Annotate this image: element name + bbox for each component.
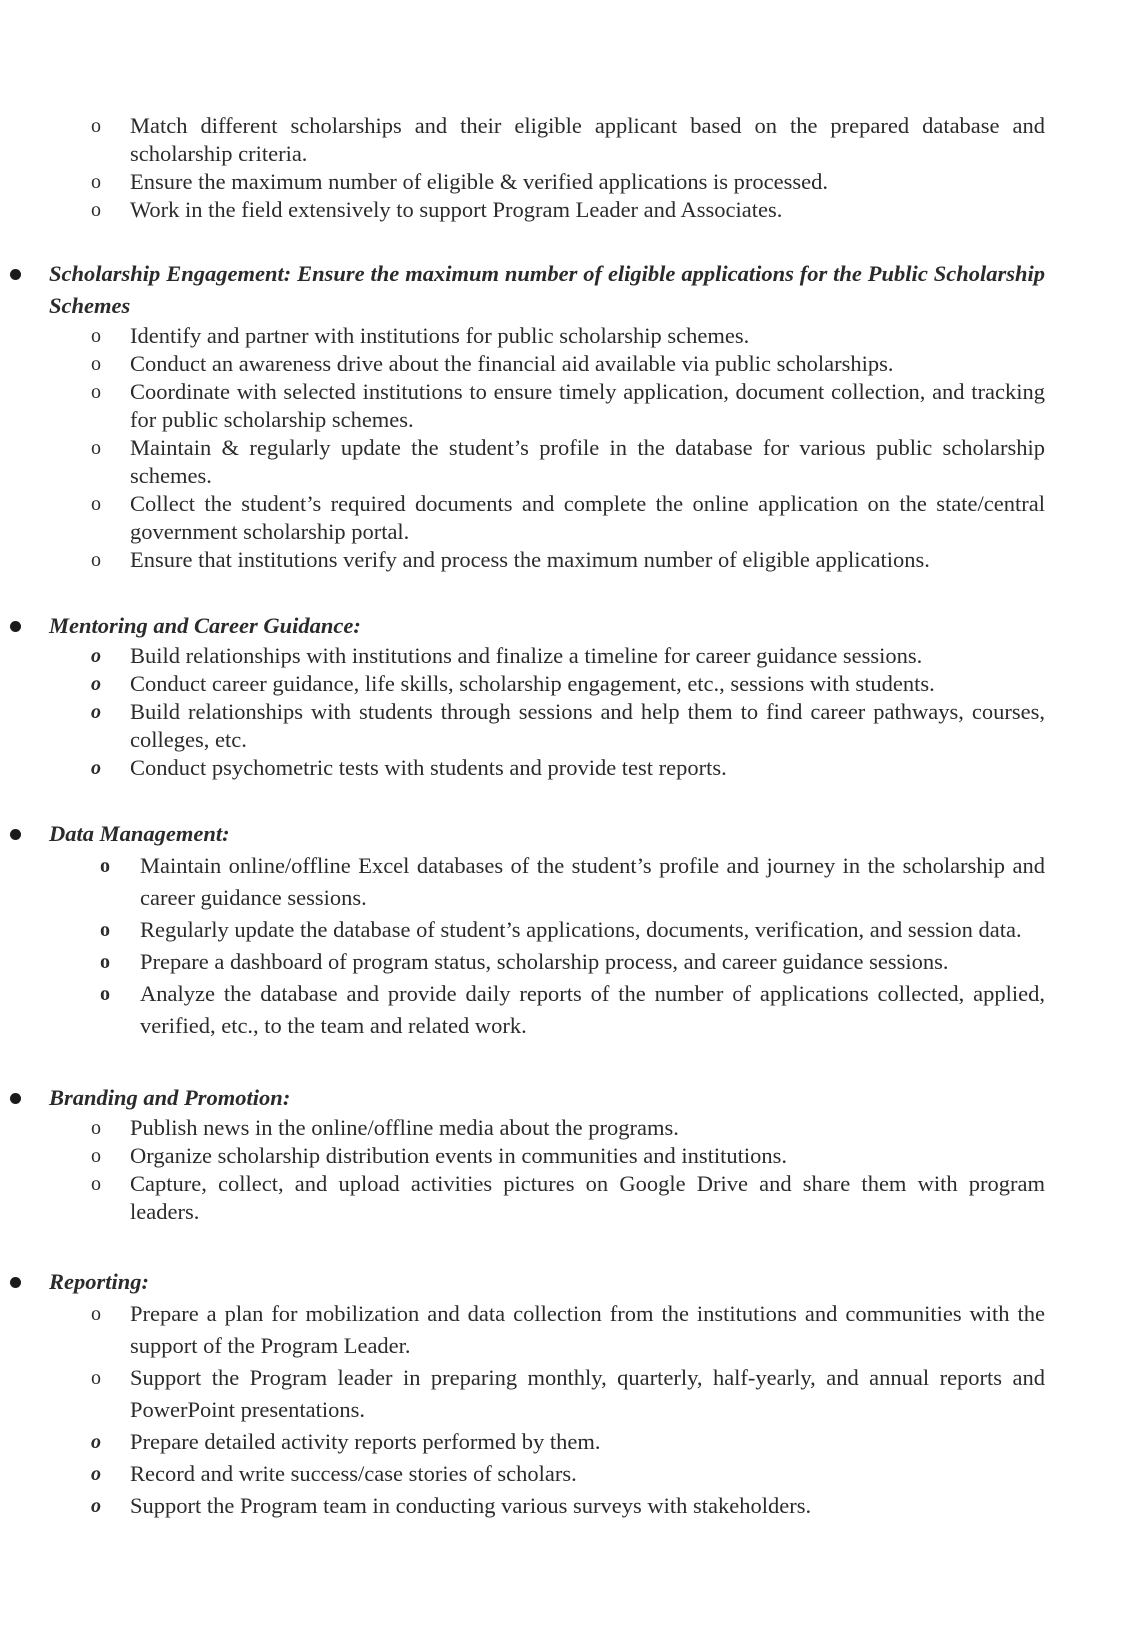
list-item: [91, 1142, 1045, 1170]
sub-bullet-marker: o: [91, 673, 101, 695]
list-item-text: Ensure the maximum number of eligible & verified applications is processed.: [130, 169, 828, 194]
list-item: [91, 1458, 1045, 1490]
list-item-text: Capture, collect, and upload activities pictures on Google Drive and share them with program leaders.: [130, 1171, 1045, 1224]
sub-bullet-marker: o: [91, 199, 101, 221]
list-item: [91, 546, 1045, 574]
list-item: [91, 350, 1045, 378]
sub-bullet-marker: o: [91, 493, 101, 515]
sub-bullet-marker: o: [91, 1431, 101, 1453]
sub-bullet-marker: o: [91, 437, 101, 459]
sub-bullet-marker: o: [100, 855, 110, 877]
list-item-text: Conduct career guidance, life skills, scholarship engagement, etc., sessions with students.: [130, 671, 935, 696]
section-list: [0, 642, 1132, 782]
section-bullet-dot: [10, 1277, 21, 1288]
list-item: [91, 168, 1045, 196]
list-item-text: Maintain online/offline Excel databases of the student’s profile and journey in the scholarship and career guidance sessions.: [140, 853, 1045, 910]
sub-bullet-marker: o: [91, 1173, 101, 1195]
list-item: [91, 322, 1045, 350]
list-item: [91, 1114, 1045, 1142]
document-body: [0, 112, 1132, 1522]
list-item-text: Support the Program team in conducting various surveys with stakeholders.: [130, 1493, 812, 1518]
intro-list: [0, 112, 1132, 224]
list-item: [100, 946, 1045, 978]
section-heading: Branding and Promotion:: [49, 1085, 291, 1110]
list-item: [91, 196, 1045, 224]
sub-bullet-marker: o: [100, 919, 110, 941]
sub-bullet-marker: o: [91, 757, 101, 779]
list-item-text: Match different scholarships and their eligible applicant based on the prepared database and scholarship criteria.: [130, 113, 1045, 166]
section-bullet-dot: [10, 829, 21, 840]
sub-bullet-marker: o: [91, 325, 101, 347]
list-item-text: Support the Program leader in preparing monthly, quarterly, half-yearly, and annual reports and PowerPoint presentations.: [130, 1365, 1045, 1422]
list-item-text: Build relationships with students through sessions and help them to find career pathways, courses, colleges, etc.: [130, 699, 1045, 752]
section-bullet-dot: [10, 621, 21, 632]
list-item-text: Identify and partner with institutions for public scholarship schemes.: [130, 323, 750, 348]
list-item: [91, 1490, 1045, 1522]
list-item-text: Conduct an awareness drive about the financial aid available via public scholarships.: [130, 351, 894, 376]
list-item: [91, 1170, 1045, 1226]
list-item: [91, 754, 1045, 782]
section-scholarship-engagement: [0, 258, 1132, 574]
sub-bullet-marker: o: [91, 1463, 101, 1485]
list-item-text: Maintain & regularly update the student’s profile in the database for various public scholarship schemes.: [130, 435, 1045, 488]
sub-bullet-marker: o: [91, 1367, 101, 1389]
list-item-text: Analyze the database and provide daily reports of the number of applications collected, applied, verified, etc., to the team and related work.: [140, 981, 1045, 1038]
section-reporting: [0, 1266, 1132, 1522]
sub-bullet-marker: o: [91, 1303, 101, 1325]
sub-bullet-marker: o: [91, 353, 101, 375]
list-item-text: Ensure that institutions verify and process the maximum number of eligible applications.: [130, 547, 930, 572]
section-bullet-dot: [10, 269, 21, 280]
list-item-text: Organize scholarship distribution events in communities and institutions.: [130, 1143, 788, 1168]
sub-bullet-marker: o: [91, 701, 101, 723]
list-item: [91, 698, 1045, 754]
section-data-management: [0, 818, 1132, 1042]
section-list: [0, 322, 1132, 574]
list-item-text: Coordinate with selected institutions to ensure timely application, document collection, and tracking for public scholarship schemes.: [130, 379, 1045, 432]
sub-bullet-marker: o: [100, 983, 110, 1005]
sub-bullet-marker: o: [91, 115, 101, 137]
list-item: [91, 1426, 1045, 1458]
sub-bullet-marker: o: [100, 951, 110, 973]
list-item: [91, 112, 1045, 168]
list-item-text: Prepare a dashboard of program status, scholarship process, and career guidance sessions.: [140, 949, 949, 974]
section-heading: Mentoring and Career Guidance:: [49, 613, 361, 638]
section-heading: Reporting:: [49, 1269, 150, 1294]
section-list: [0, 850, 1132, 1042]
list-item: [91, 490, 1045, 546]
list-item: [91, 378, 1045, 434]
list-item: [100, 850, 1045, 914]
section-branding-promotion: [0, 1082, 1132, 1226]
list-item: [91, 642, 1045, 670]
list-item-text: Prepare detailed activity reports performed by them.: [130, 1429, 601, 1454]
sub-bullet-marker: o: [91, 171, 101, 193]
sub-bullet-marker: o: [91, 1117, 101, 1139]
section-list: [0, 1298, 1132, 1522]
list-item-text: Record and write success/case stories of scholars.: [130, 1461, 577, 1486]
list-item-text: Collect the student’s required documents and complete the online application on the state/central government scholarship portal.: [130, 491, 1045, 544]
list-item-text: Work in the field extensively to support Program Leader and Associates.: [130, 197, 783, 222]
list-item: [91, 1298, 1045, 1362]
sub-bullet-marker: o: [91, 1145, 101, 1167]
section-mentoring-career-guidance: [0, 610, 1132, 782]
list-item-text: Conduct psychometric tests with students and provide test reports.: [130, 755, 727, 780]
list-item: [91, 1362, 1045, 1426]
list-item-text: Regularly update the database of student’s applications, documents, verification, and session data.: [140, 917, 1022, 942]
section-heading: Data Management:: [49, 821, 230, 846]
section-list: [0, 1114, 1132, 1226]
sub-bullet-marker: o: [91, 645, 101, 667]
list-item: [100, 978, 1045, 1042]
sub-bullet-marker: o: [91, 381, 101, 403]
section-bullet-dot: [10, 1093, 21, 1104]
list-item: [91, 670, 1045, 698]
sub-bullet-marker: o: [91, 1495, 101, 1517]
list-item-text: Prepare a plan for mobilization and data collection from the institutions and communities with the support of the Program Leader.: [130, 1301, 1045, 1358]
section-heading: Scholarship Engagement: Ensure the maximum number of eligible applications for the Public Scholarship Schemes: [49, 261, 1045, 318]
list-item-text: Build relationships with institutions and finalize a timeline for career guidance sessions.: [130, 643, 923, 668]
sub-bullet-marker: o: [91, 549, 101, 571]
list-item-text: Publish news in the online/offline media about the programs.: [130, 1115, 679, 1140]
list-item: [100, 914, 1045, 946]
list-item: [91, 434, 1045, 490]
